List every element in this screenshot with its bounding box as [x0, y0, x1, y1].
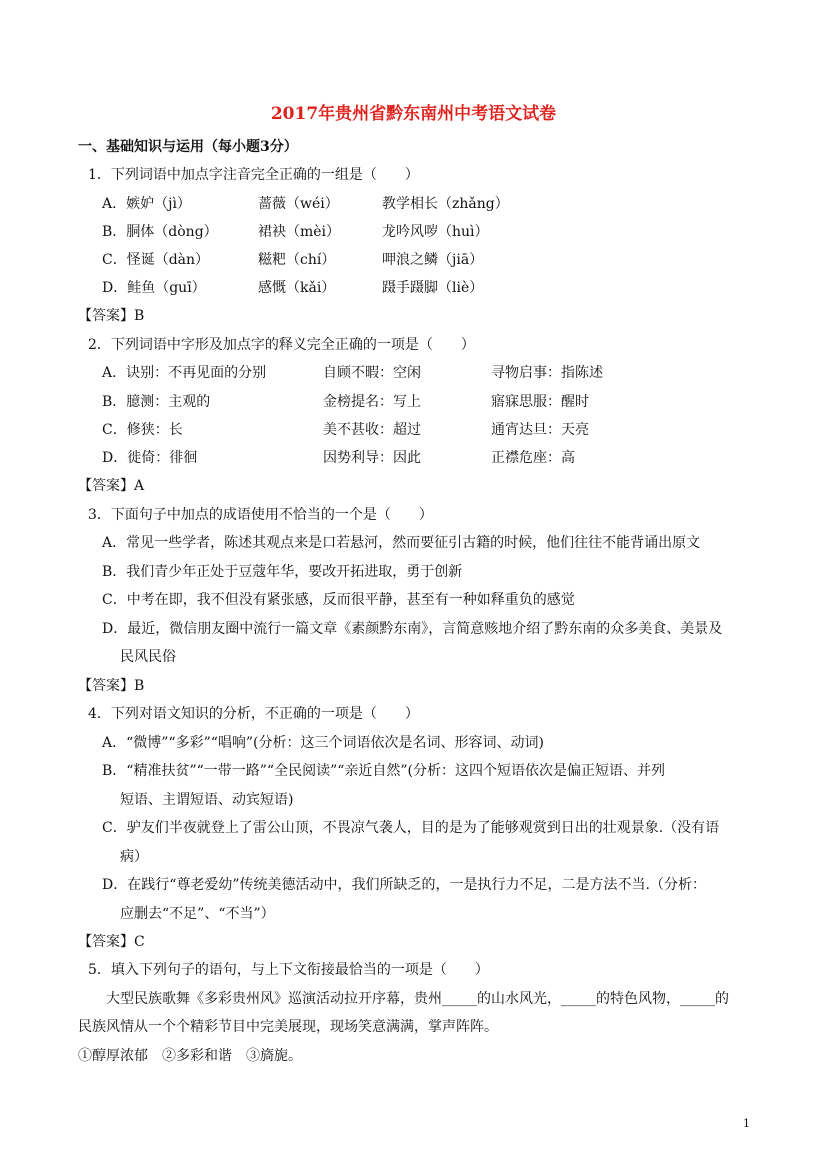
- option-c-1: C．怪诞（dàn）: [102, 252, 210, 268]
- option-a-2: 自顾不暇：空闲: [323, 365, 421, 381]
- option-b-3: 龙吟风哕（huì）: [382, 224, 489, 240]
- option-c: C．驴友们半夜就登上了雷公山顶，不畏凉气袭人，目的是为了能够观赏到日出的壮观景象.（没有语: [102, 820, 720, 836]
- option-b-continued: 短语、主谓短语、动宾短语): [120, 792, 294, 808]
- answer: 【答案】C: [78, 934, 145, 950]
- option-c-3: 呷浪之鳞（jiā）: [382, 252, 484, 268]
- choices-line: ①醇厚浓郁 ②多彩和谐 ③旖旎。: [78, 1048, 302, 1064]
- passage-line-1: 大型民族歌舞《多彩贵州风》巡演活动拉开序幕，贵州_____的山水风光，_____的特色风物，_____的: [106, 991, 729, 1007]
- option-b-1: B．胴体（dòng）: [102, 224, 218, 240]
- option-a-2: 蔷薇（wéi）: [258, 196, 339, 212]
- option-b-2: 裙袂（mèi）: [258, 224, 341, 240]
- option-b: B．我们青少年正处于豆蔻年华，要改开拓进取，勇于创新: [102, 564, 463, 580]
- option-d-2: 因势利导：因此: [323, 450, 421, 466]
- option-d: D．在践行“尊老爱幼”传统美德活动中，我们所缺乏的，一是执行力不足，二是方法不当.（分析：: [102, 877, 706, 893]
- question-stem: 3．下面句子中加点的成语使用不恰当的一个是（ ）: [88, 507, 433, 523]
- option-d-1: D．徙倚：徘徊: [102, 450, 198, 466]
- answer: 【答案】B: [78, 678, 145, 694]
- answer: 【答案】A: [78, 478, 145, 494]
- option-a: A．常见一些学者，陈述其观点来是口若悬河，然而要征引古籍的时候，他们往往不能背诵出原文: [102, 535, 701, 551]
- question-stem: 2．下列词语中字形及加点字的释义完全正确的一项是（ ）: [88, 337, 475, 353]
- option-b-3: 寤寐思服：醒时: [491, 394, 589, 410]
- option-a: A．“微博”“多彩”“唱响”(分析：这三个词语依次是名词、形容词、动词): [102, 735, 544, 751]
- option-b-1: B．臆测：主观的: [102, 394, 211, 410]
- option-c-2: 糍粑（chí）: [258, 252, 336, 268]
- option-c-3: 通宵达旦：天亮: [491, 422, 589, 438]
- option-a-1: A．诀别：不再见面的分别: [102, 365, 267, 381]
- option-c-2: 美不甚收：超过: [323, 422, 421, 438]
- option-d-1: D．鲑鱼（guī）: [102, 280, 206, 296]
- option-d-3: 蹑手蹑脚（liè）: [382, 280, 484, 296]
- option-c-1: C．修狭：长: [102, 422, 183, 438]
- option-d-continued: 民风民俗: [120, 649, 176, 665]
- passage-line-2: 民族风情从一个个精彩节目中完美展现，现场笑意满满，掌声阵阵。: [78, 1019, 498, 1035]
- option-a-3: 教学相长（zhǎng）: [382, 196, 509, 212]
- option-a-3: 寻物启事：指陈述: [491, 365, 603, 381]
- question-stem: 4．下列对语文知识的分析，不正确的一项是（ ）: [88, 706, 419, 722]
- option-c-continued: 病）: [120, 849, 148, 865]
- option-d-3: 正襟危座：高: [491, 450, 575, 466]
- page-number: 1: [743, 1117, 750, 1130]
- option-d-2: 感慨（kǎi）: [258, 280, 336, 296]
- section-heading: 一、基础知识与运用（每小题3分）: [78, 139, 298, 155]
- option-d-continued: 应删去“不足”、“不当”）: [120, 906, 275, 922]
- option-a-1: A．嫉妒（jì）: [102, 196, 191, 212]
- question-stem: 1．下列词语中加点字注音完全正确的一组是（ ）: [88, 167, 419, 183]
- option-c: C．中考在即，我不但没有紧张感，反而很平静，甚至有一种如释重负的感觉: [102, 592, 575, 608]
- option-b-2: 金榜提名：写上: [323, 394, 421, 410]
- option-b: B．“精准扶贫”“一带一路”“全民阅读”“亲近自然”(分析：这四个短语依次是偏正短语、并列: [102, 763, 666, 779]
- option-d: D．最近，微信朋友圈中流行一篇文章《素颜黔东南》，言简意赅地介绍了黔东南的众多美食、美景及: [102, 621, 723, 637]
- page-title: 2017年贵州省黔东南州中考语文试卷: [270, 104, 557, 124]
- answer: 【答案】B: [78, 308, 145, 324]
- question-stem: 5．填入下列句子的语句，与上下文衔接最恰当的一项是（ ）: [88, 962, 489, 978]
